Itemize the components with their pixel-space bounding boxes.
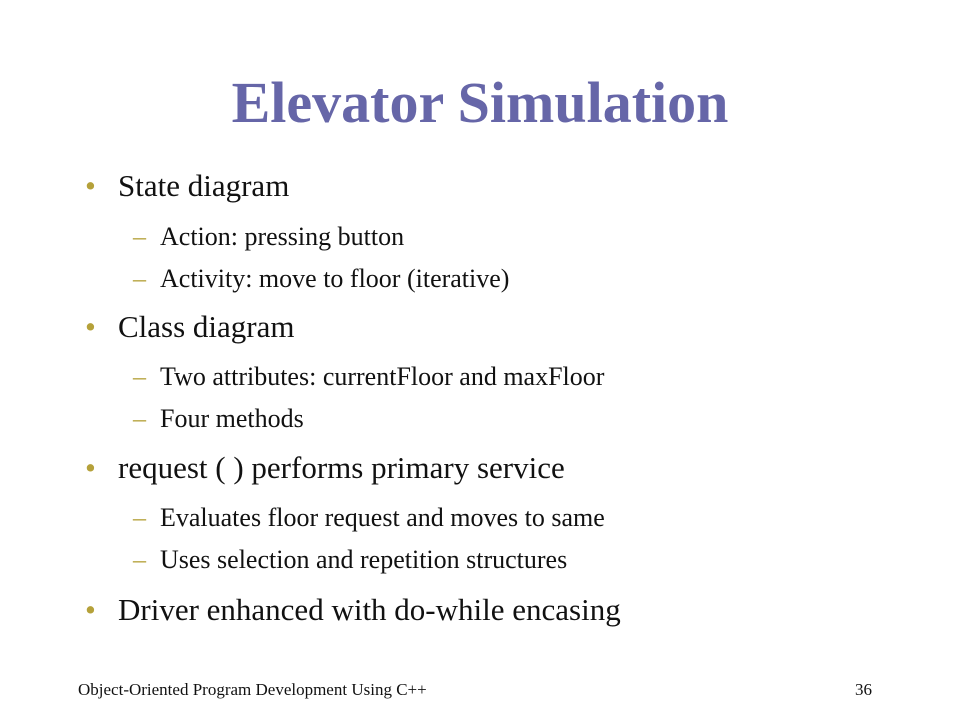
dash-marker: – bbox=[133, 264, 146, 293]
bullet-marker: • bbox=[85, 168, 96, 203]
dash-marker: – bbox=[133, 404, 146, 433]
slide-title: Elevator Simulation bbox=[231, 70, 729, 135]
sub-item: Uses selection and repetition structures bbox=[160, 545, 568, 574]
slide-number: 36 bbox=[855, 680, 872, 699]
bullet-item: State diagram bbox=[118, 168, 290, 203]
dash-marker: – bbox=[133, 503, 146, 532]
bullet-marker: • bbox=[85, 309, 96, 344]
dash-marker: – bbox=[133, 362, 146, 391]
bullet-item: Driver enhanced with do-while encasing bbox=[118, 592, 621, 627]
bullet-item: request ( ) performs primary service bbox=[118, 450, 565, 485]
sub-item: Activity: move to floor (iterative) bbox=[160, 264, 510, 293]
bullet-marker: • bbox=[85, 592, 96, 627]
dash-marker: – bbox=[133, 222, 146, 251]
sub-item: Action: pressing button bbox=[160, 222, 405, 251]
bullet-marker: • bbox=[85, 450, 96, 485]
bullet-item: Class diagram bbox=[118, 309, 295, 344]
sub-item: Four methods bbox=[160, 404, 304, 433]
dash-marker: – bbox=[133, 545, 146, 574]
footer-course-title: Object-Oriented Program Development Using C++ bbox=[78, 680, 427, 699]
sub-item: Two attributes: currentFloor and maxFloor bbox=[160, 362, 605, 391]
sub-item: Evaluates floor request and moves to same bbox=[160, 503, 605, 532]
